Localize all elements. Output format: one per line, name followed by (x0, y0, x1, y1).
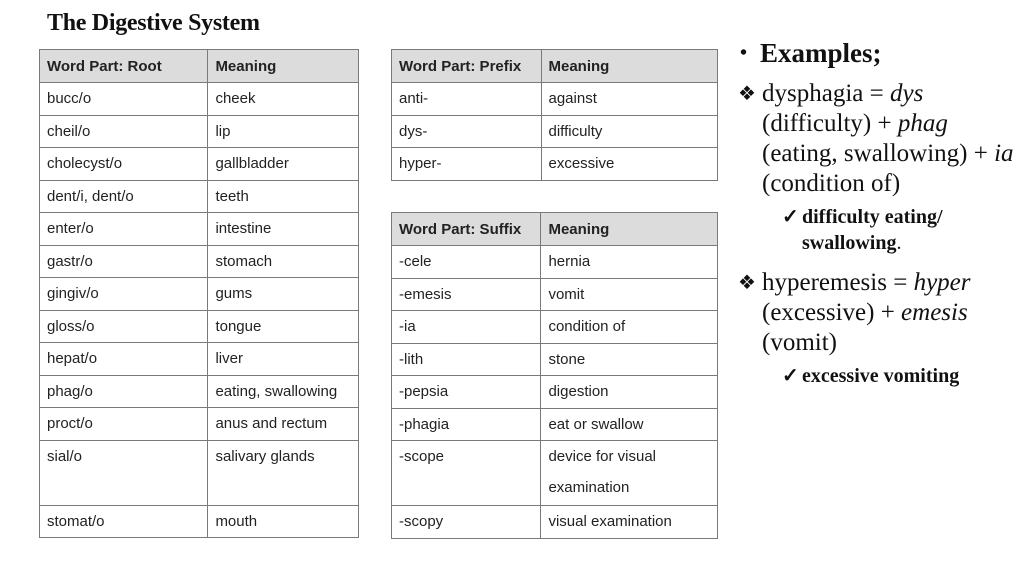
table-cell: anti- (392, 83, 542, 116)
table-cell: vomit (541, 278, 718, 311)
word-part: ia (994, 140, 1014, 167)
table-cell: gloss/o (40, 310, 208, 343)
check-icon: ✓ (782, 206, 799, 228)
table-cell: liver (208, 343, 359, 376)
column-header: Word Part: Suffix (392, 213, 541, 246)
example-hyperemesis (740, 268, 1020, 358)
table-row (40, 115, 359, 148)
table-row (40, 180, 359, 213)
table-cell: digestion (541, 376, 718, 409)
table-cell: condition of (541, 311, 718, 344)
table-row (392, 441, 718, 506)
column-header: Meaning (208, 50, 359, 83)
example-result (782, 204, 1020, 256)
diamond-bullet-icon: ❖ (738, 83, 756, 105)
table-cell: -pepsia (392, 376, 541, 409)
table-row (40, 278, 359, 311)
table-cell: dent/i, dent/o (40, 180, 208, 213)
word-part-meaning: (condition of) (762, 170, 901, 197)
table-cell: -ia (392, 311, 541, 344)
table-cell: gallbladder (208, 148, 359, 181)
column-header: Word Part: Root (40, 50, 208, 83)
table-cell: cheek (208, 83, 359, 116)
table-row (392, 376, 718, 409)
table-header-row (40, 50, 359, 83)
table-row (40, 440, 359, 505)
table-cell: gums (208, 278, 359, 311)
table-cell: teeth (208, 180, 359, 213)
table-row (392, 343, 718, 376)
table-cell: proct/o (40, 408, 208, 441)
page-title: The Digestive System (47, 10, 260, 36)
table-cell: -cele (392, 246, 541, 279)
table-row (40, 375, 359, 408)
table-cell: eating, swallowing (208, 375, 359, 408)
table-row (392, 148, 718, 181)
result-text: excessive vomiting (802, 365, 960, 387)
table-cell: -scopy (392, 506, 541, 539)
table-row (392, 83, 718, 116)
word-part-meaning: (difficulty) + (762, 110, 892, 137)
table-cell: excessive (541, 148, 718, 181)
table-row (40, 148, 359, 181)
table-cell: -emesis (392, 278, 541, 311)
table-cell: visual examination (541, 506, 718, 539)
diamond-bullet-icon: ❖ (738, 272, 756, 294)
table-row (392, 115, 718, 148)
table-cell: bucc/o (40, 83, 208, 116)
table-row (40, 213, 359, 246)
table-cell: stomat/o (40, 505, 208, 538)
table-cell: stone (541, 343, 718, 376)
table-row (392, 506, 718, 539)
table-cell: difficulty (541, 115, 718, 148)
table-cell: phag/o (40, 375, 208, 408)
table-header-row (392, 213, 718, 246)
table-cell: device for visual examination (541, 441, 718, 506)
examples-panel (740, 38, 1020, 389)
word-part-meaning: (eating, swallowing) + (762, 140, 988, 167)
table-cell: mouth (208, 505, 359, 538)
suffix-table (391, 212, 718, 539)
table-cell: eat or swallow (541, 408, 718, 441)
word-part: emesis (901, 299, 968, 326)
table-cell: stomach (208, 245, 359, 278)
table-cell: cheil/o (40, 115, 208, 148)
table-cell: enter/o (40, 213, 208, 246)
table-cell: lip (208, 115, 359, 148)
table-row (40, 310, 359, 343)
table-cell: dys- (392, 115, 542, 148)
table-row (392, 311, 718, 344)
table-cell: tongue (208, 310, 359, 343)
bullet-icon: • (740, 42, 748, 64)
prefix-table (391, 49, 718, 181)
examples-heading (740, 38, 1020, 69)
table-cell: salivary glands (208, 440, 359, 505)
table-row (40, 408, 359, 441)
table-cell: gastr/o (40, 245, 208, 278)
table-header-row (392, 50, 718, 83)
table-cell: hyper- (392, 148, 542, 181)
table-cell: against (541, 83, 718, 116)
word-part: phag (897, 110, 948, 137)
table-cell: hepat/o (40, 343, 208, 376)
result-period: . (896, 232, 902, 254)
example-dysphagia (740, 79, 1020, 199)
example-word: hyperemesis = (762, 269, 908, 296)
root-table (39, 49, 359, 538)
table-cell: -scope (392, 441, 541, 506)
column-header: Meaning (541, 50, 718, 83)
table-row (40, 83, 359, 116)
table-cell: gingiv/o (40, 278, 208, 311)
table-cell: -lith (392, 343, 541, 376)
table-row (392, 278, 718, 311)
table-row (40, 343, 359, 376)
example-word: dysphagia = (762, 80, 884, 107)
word-part-meaning: (excessive) + (762, 299, 895, 326)
table-cell: intestine (208, 213, 359, 246)
check-icon: ✓ (782, 365, 799, 387)
word-part-meaning: (vomit) (762, 329, 837, 356)
table-cell: sial/o (40, 440, 208, 505)
word-part: hyper (913, 269, 971, 296)
result-text: difficulty eating/ swallowing (802, 206, 943, 254)
word-part: dys (889, 80, 924, 107)
column-header: Meaning (541, 213, 718, 246)
table-cell: cholecyst/o (40, 148, 208, 181)
table-row (40, 245, 359, 278)
table-cell: anus and rectum (208, 408, 359, 441)
table-cell: -phagia (392, 408, 541, 441)
column-header: Word Part: Prefix (392, 50, 542, 83)
table-cell: hernia (541, 246, 718, 279)
table-row (392, 408, 718, 441)
example-result (782, 363, 1020, 389)
table-row (392, 246, 718, 279)
table-row (40, 505, 359, 538)
examples-heading-text: Examples; (760, 38, 882, 68)
